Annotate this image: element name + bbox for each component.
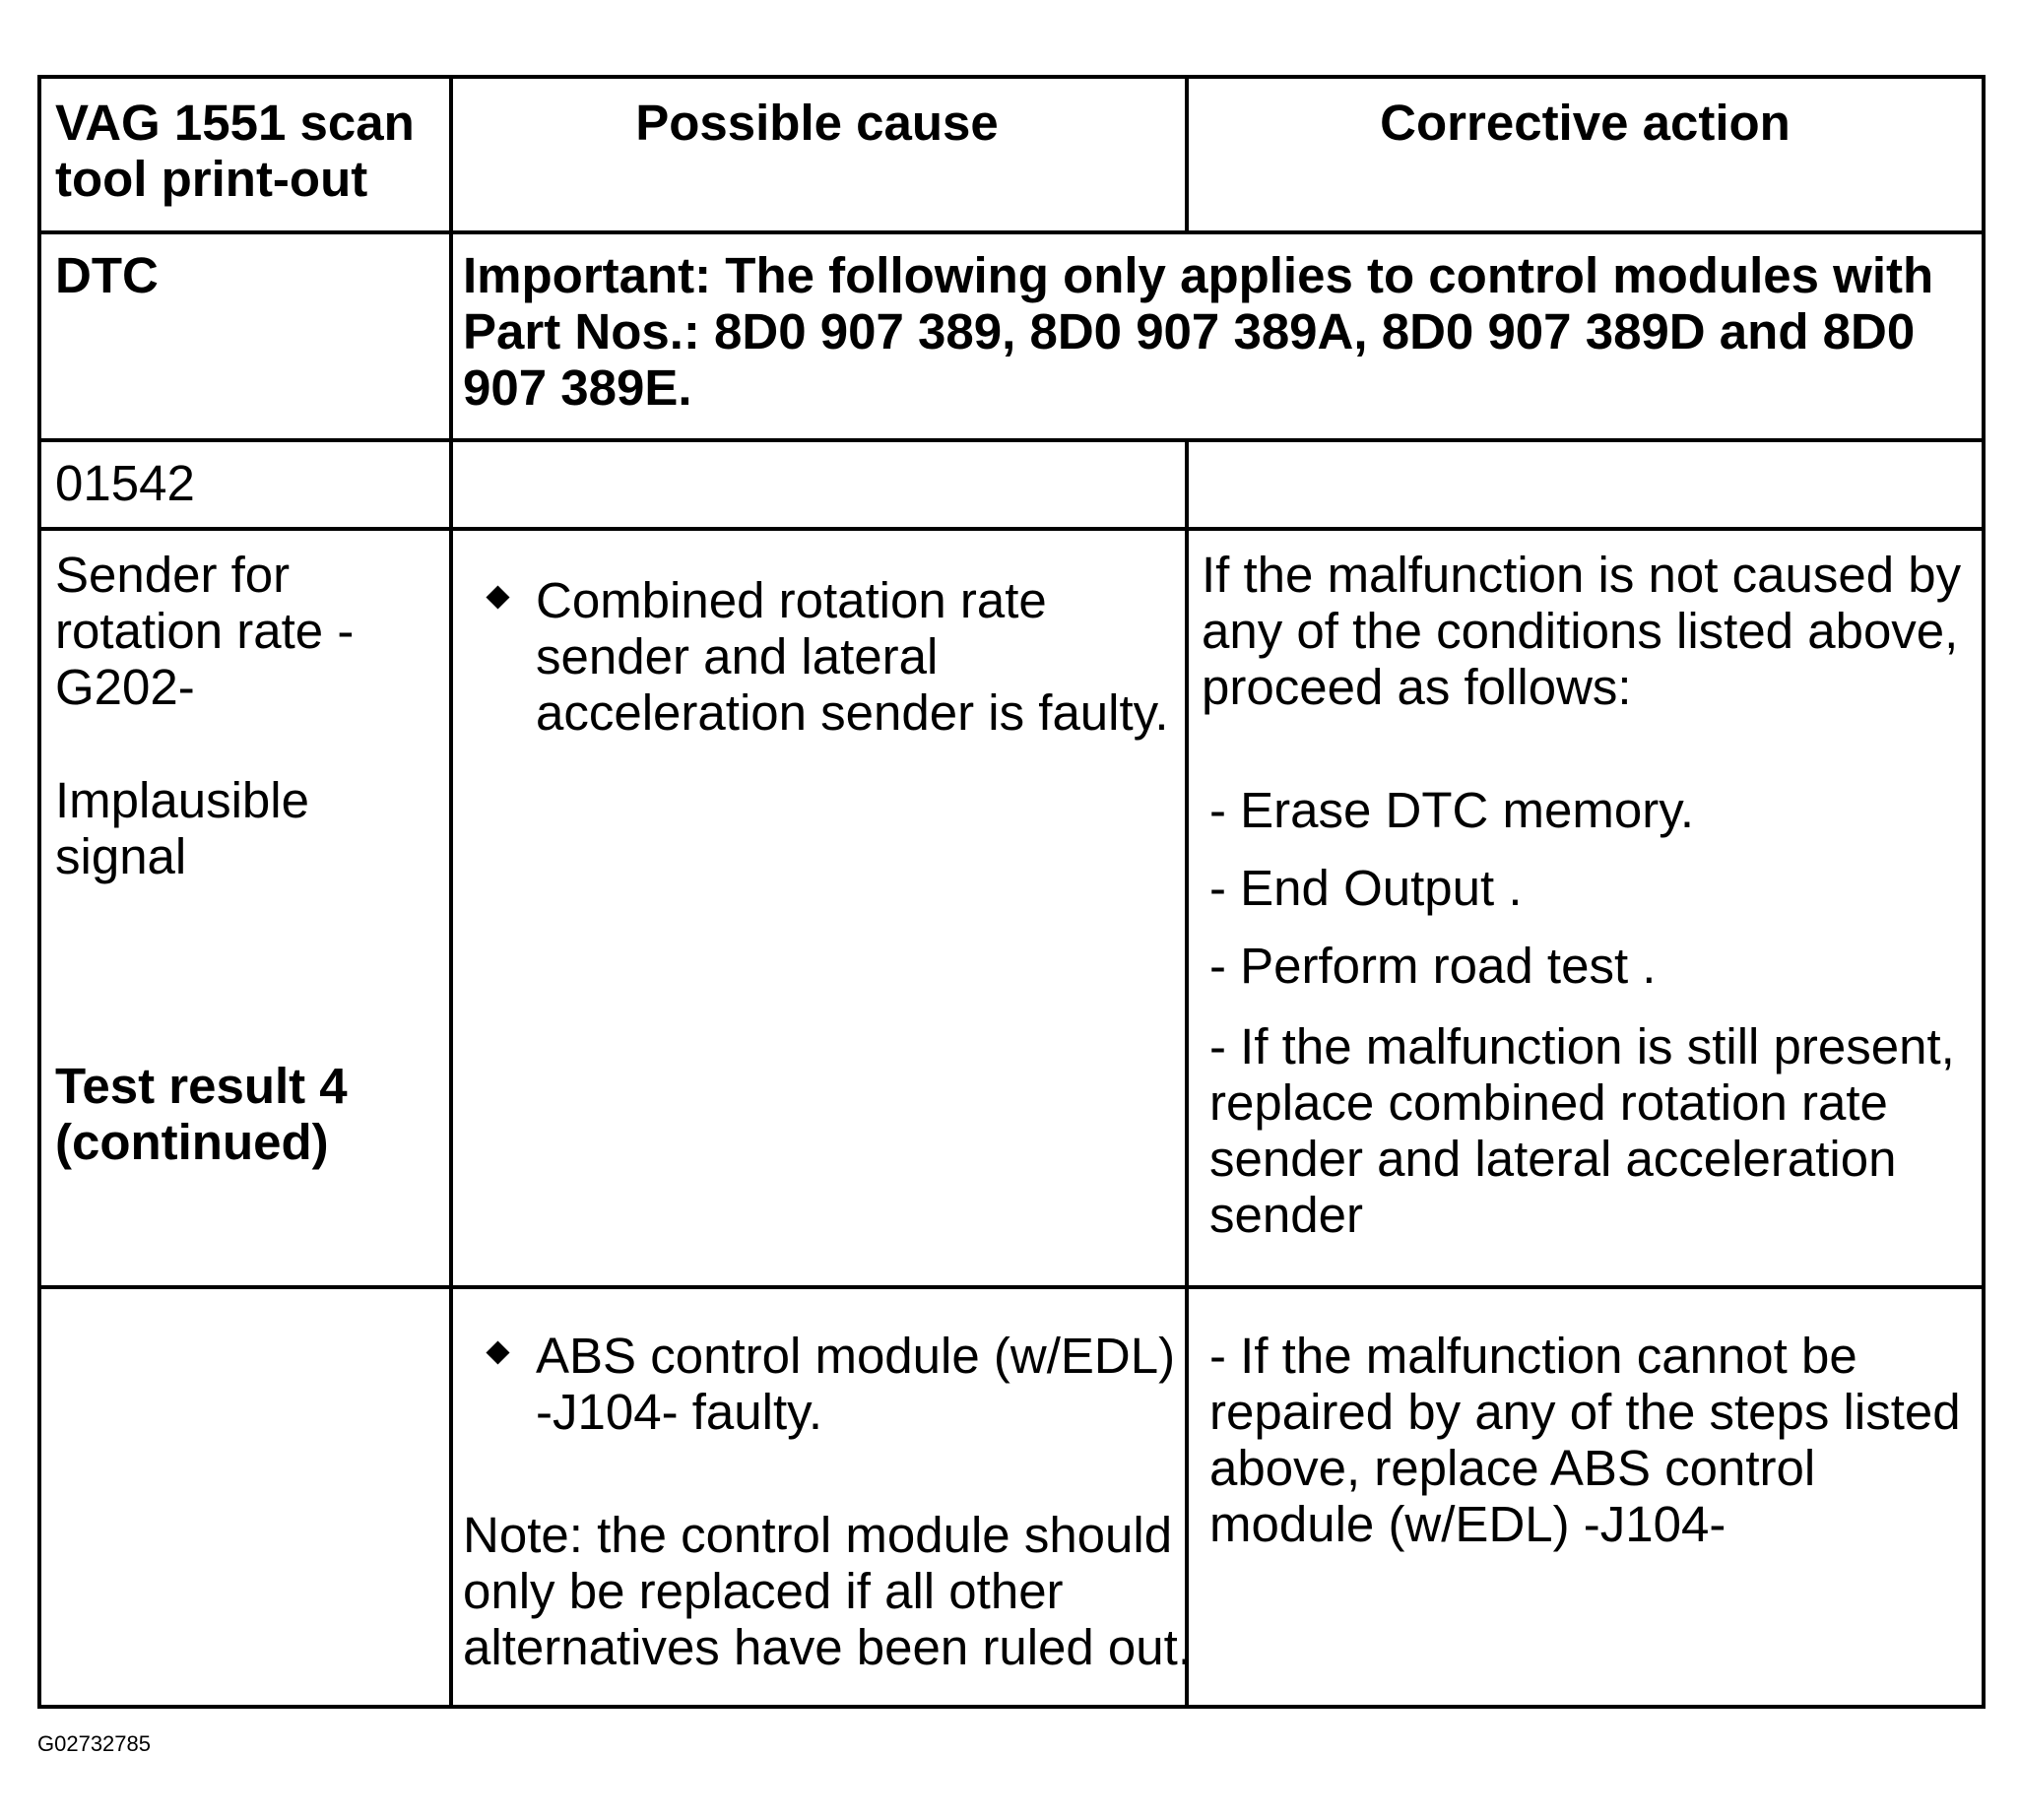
- row-divider: [41, 1285, 1982, 1289]
- last-cause-line2: -J104- faulty.: [536, 1384, 823, 1440]
- row-divider: [41, 230, 1982, 234]
- print-out-line1: Sender for: [55, 547, 291, 603]
- row-divider: [41, 527, 1982, 531]
- important-note-line1: Important: The following only applies to control modules with: [463, 247, 1934, 303]
- important-note-line3: 907 389E.: [463, 359, 692, 416]
- last-action-line2: repaired by any of the steps listed: [1209, 1384, 1961, 1440]
- note-line3: alternatives have been ruled out.: [463, 1619, 1192, 1675]
- step-replace-line3: sender and lateral acceleration: [1209, 1131, 1897, 1187]
- step-replace-line4: sender: [1209, 1187, 1363, 1243]
- column-divider: [449, 79, 453, 1709]
- figure-id: G02732785: [37, 1731, 151, 1756]
- action-intro-line3: proceed as follows:: [1202, 659, 1632, 715]
- print-out-line2: rotation rate -: [55, 603, 355, 659]
- last-cause-line1: ABS control module (w/EDL): [536, 1328, 1176, 1384]
- cause-line3: acceleration sender is faulty.: [536, 684, 1169, 741]
- step-replace-line2: replace combined rotation rate: [1209, 1074, 1888, 1131]
- action-intro-line1: If the malfunction is not caused by: [1202, 547, 1962, 603]
- step-end-output: - End Output .: [1209, 860, 1523, 916]
- test-result-line1: Test result 4: [55, 1058, 348, 1114]
- action-intro-line2: any of the conditions listed above,: [1202, 603, 1959, 659]
- note-line2: only be replaced if all other: [463, 1563, 1064, 1619]
- cause-line2: sender and lateral: [536, 628, 939, 684]
- cause-line1: Combined rotation rate: [536, 572, 1047, 628]
- signal-line1: Implausible: [55, 772, 309, 828]
- step-replace-line1: - If the malfunction is still present,: [1209, 1018, 1955, 1074]
- important-note-line2: Part Nos.: 8D0 907 389, 8D0 907 389A, 8D0 907 389D and 8D0: [463, 303, 1916, 359]
- dtc-code: 01542: [55, 455, 195, 511]
- last-action-line3: above, replace ABS control: [1209, 1440, 1816, 1496]
- print-out-line3: G202-: [55, 659, 195, 715]
- dtc-label: DTC: [55, 247, 159, 303]
- row-divider: [41, 438, 1982, 442]
- last-action-line1: - If the malfunction cannot be: [1209, 1328, 1857, 1384]
- header-scan-tool-line1: VAG 1551 scan: [55, 95, 415, 151]
- step-erase-dtc: - Erase DTC memory.: [1209, 782, 1695, 838]
- header-corrective-action: Corrective action: [1380, 95, 1791, 151]
- column-divider: [1185, 438, 1189, 1709]
- last-action-line4: module (w/EDL) -J104-: [1209, 1496, 1726, 1552]
- header-possible-cause: Possible cause: [635, 95, 999, 151]
- signal-line2: signal: [55, 828, 187, 884]
- step-road-test: - Perform road test .: [1209, 938, 1657, 994]
- header-scan-tool-line2: tool print-out: [55, 151, 368, 207]
- test-result-line2: (continued): [55, 1114, 329, 1170]
- note-line1: Note: the control module should: [463, 1507, 1173, 1563]
